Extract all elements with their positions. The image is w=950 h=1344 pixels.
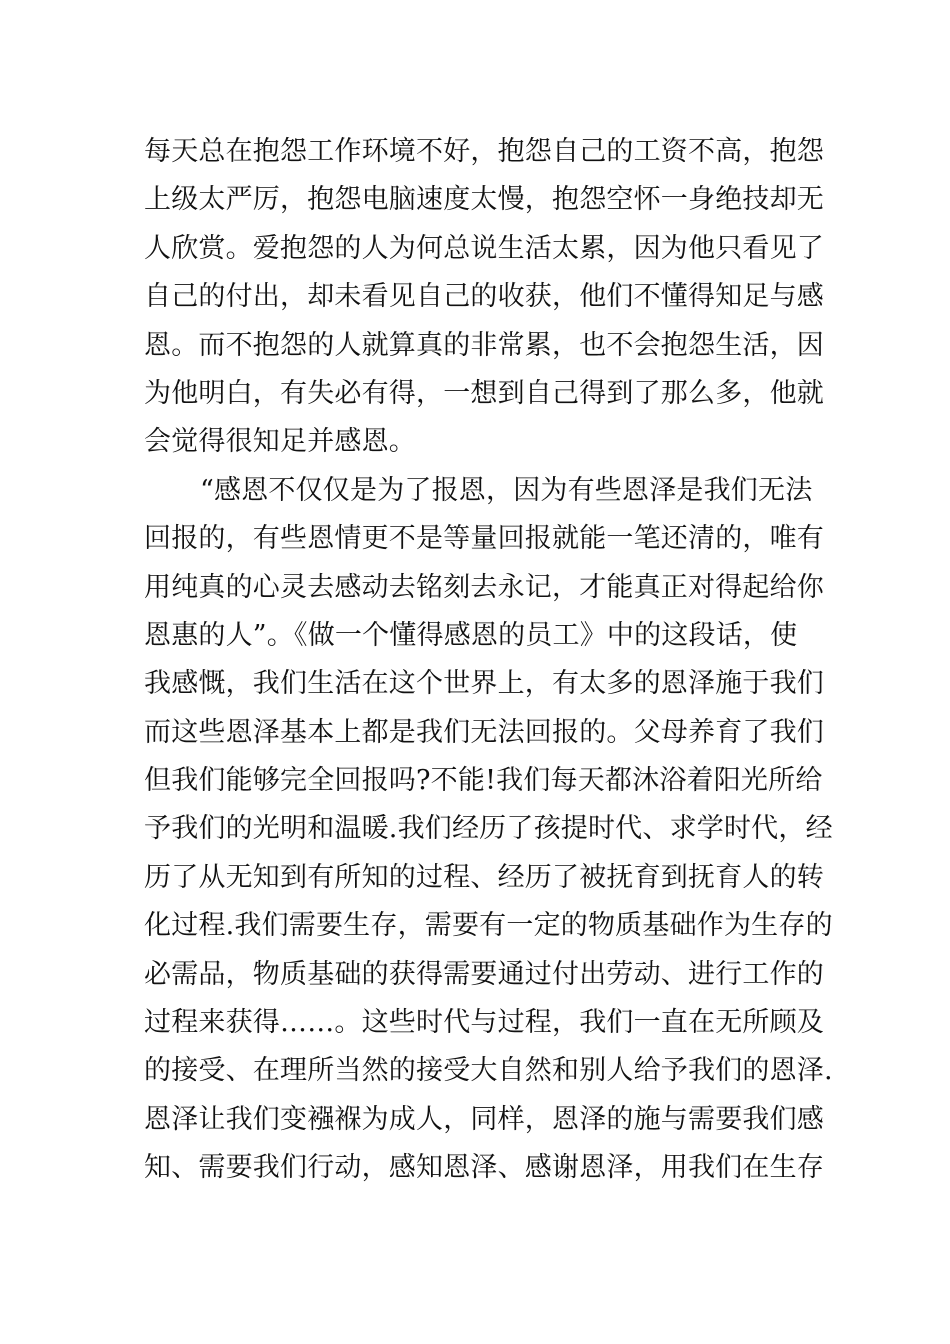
text-line: 的接受、在理所当然的接受大自然和别人给予我们的恩泽. [144,1055,833,1087]
paragraph-complaint [144,128,824,467]
text-line: 予我们的光明和温暖.我们经历了孩提时代、求学时代，经 [144,813,833,845]
text-line: 恩泽让我们变襁褓为成人，同样，恩泽的施与需要我们感 [144,1103,824,1135]
text-line: 为他明白，有失必有得，一想到自己得到了那么多，他就 [144,377,824,409]
text-line: 恩。而不抱怨的人就算真的非常累，也不会抱怨生活，因 [144,329,824,361]
text-line: 历了从无知到有所知的过程、经历了被抚育到抚育人的转 [144,861,824,893]
text-line: 化过程.我们需要生存，需要有一定的物质基础作为生存的 [144,910,833,942]
text-line: 会觉得很知足并感恩。 [144,426,416,458]
text-line: 而这些恩泽基本上都是我们无法回报的。父母养育了我们 [144,716,824,748]
text-line: 用纯真的心灵去感动去铭刻去永记，才能真正对得起给你 [144,571,824,603]
text-line: 恩惠的人”。《做一个懂得感恩的员工》中的这段话，使 [144,619,798,651]
text-line: 但我们能够完全回报吗?不能!我们每天都沐浴着阳光所给 [144,765,823,797]
document-body [144,128,833,1193]
text-line: 自己的付出，却未看见自己的收获，他们不懂得知足与感 [144,281,824,313]
paragraph-gratitude [144,467,833,1193]
text-line: 上级太严厉，抱怨电脑速度太慢，抱怨空怀一身绝技却无 [144,184,824,216]
text-line: 人欣赏。爱抱怨的人为何总说生活太累，因为他只看见了 [144,232,824,264]
text-line: 回报的，有些恩情更不是等量回报就能一笔还清的，唯有 [144,523,824,555]
text-line: 知、需要我们行动，感知恩泽、感谢恩泽，用我们在生存 [144,1152,824,1184]
text-line: 必需品，物质基础的获得需要通过付出劳动、进行工作的 [144,958,824,990]
text-line: 过程来获得……。这些时代与过程，我们一直在无所顾及 [144,1007,824,1039]
text-line: 每天总在抱怨工作环境不好，抱怨自己的工资不高，抱怨 [144,136,824,167]
text-line-indented: “感恩不仅仅是为了报恩，因为有些恩泽是我们无法 [200,474,813,506]
text-line: 我感慨，我们生活在这个世界上，有太多的恩泽施于我们 [144,668,824,700]
